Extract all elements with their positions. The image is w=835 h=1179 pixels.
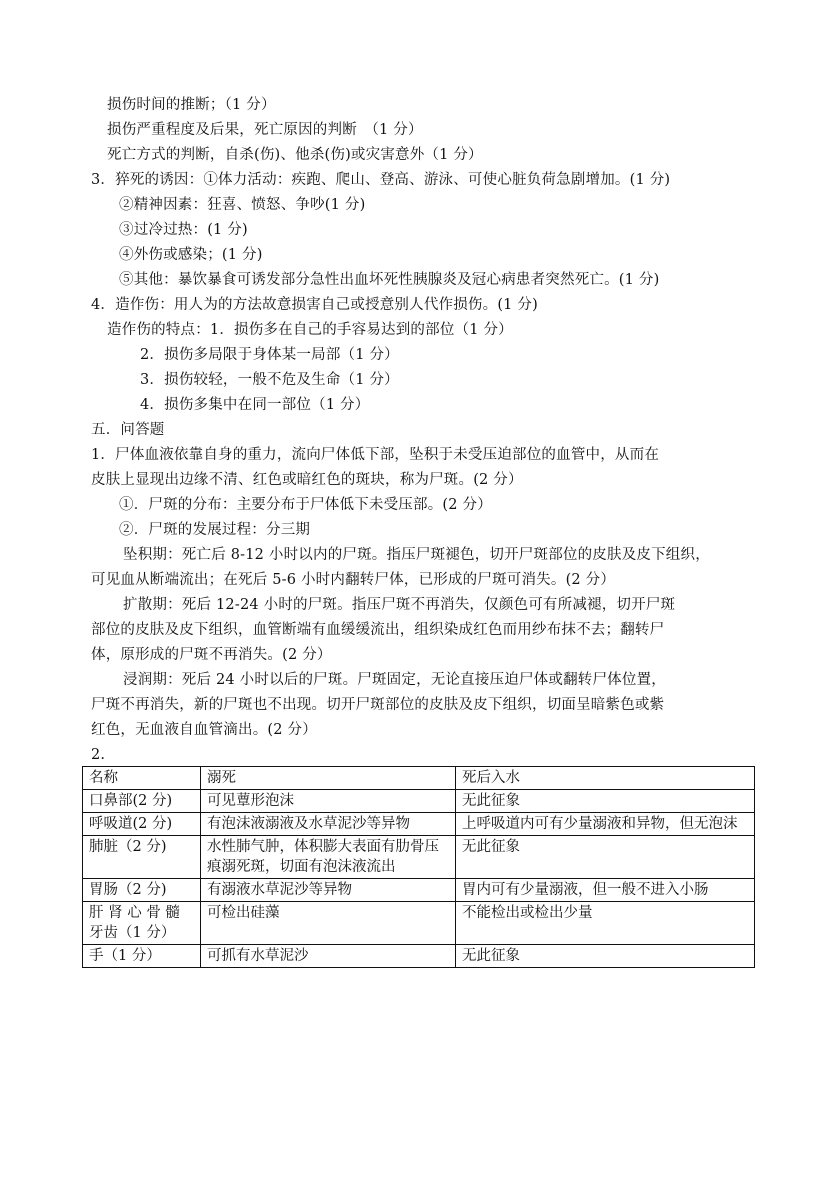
text-line: 损伤严重程度及后果，死亡原因的判断 （1 分） <box>107 122 423 138</box>
table-row <box>83 879 755 902</box>
text-line: ③过冷过热：(1 分) <box>119 222 248 238</box>
table-header-cell: 溺死 <box>201 767 456 790</box>
table-cell: 呼吸道(2 分) <box>83 813 201 836</box>
table-cell: 水性肺气肿，体积膨大表面有肋骨压痕溺死斑，切面有泡沫液流出 <box>201 836 456 879</box>
text-line: 死亡方式的判断，自杀(伤)、他杀(伤)或灾害意外（1 分） <box>107 147 483 163</box>
table-cell: 肝 肾 心 骨 髓牙齿（1 分） <box>83 902 201 945</box>
text-line: 皮肤上显现出边缘不清、红色或暗红色的斑块，称为尸斑。(2 分） <box>91 472 523 488</box>
table-row <box>83 836 755 879</box>
text-line: ②．尸斑的发展过程：分三期 <box>119 522 311 538</box>
text-line: 体，原形成的尸斑不再消失。(2 分） <box>91 647 332 663</box>
table-header-cell: 名称 <box>83 767 201 790</box>
table-cell: 有溺液水草泥沙等异物 <box>201 879 456 902</box>
table-cell: 可检出硅藻 <box>201 902 456 945</box>
text-line: ①．尸斑的分布：主要分布于尸体低下未受压部。(2 分） <box>119 497 492 513</box>
table-cell: 胃肠（2 分) <box>83 879 201 902</box>
table-cell: 可抓有水草泥沙 <box>201 945 456 968</box>
table-cell: 口鼻部(2 分) <box>83 790 201 813</box>
text-line: 3．损伤较轻，一般不危及生命（1 分） <box>140 372 399 388</box>
table-row <box>83 790 755 813</box>
table-row <box>83 813 755 836</box>
table-row <box>83 945 755 968</box>
table-header-row <box>83 767 755 790</box>
table-row <box>83 902 755 945</box>
section-heading: 五．问答题 <box>91 422 165 438</box>
text-line: 坠积期：死亡后 8-12 小时以内的尸斑。指压尸斑褪色，切开尸斑部位的皮肤及皮下组织， <box>123 547 710 563</box>
comparison-table <box>82 766 755 968</box>
text-line: 造作伤的特点：1．损伤多在自己的手容易达到的部位（1 分） <box>107 322 513 338</box>
text-line: 浸润期：死后 24 小时以后的尸斑。尸斑固定，无论直接压迫尸体或翻转尸体位置， <box>123 672 666 688</box>
table-cell: 胃内可有少量溺液，但一般不进入小肠 <box>456 879 755 902</box>
table-cell: 无此征象 <box>456 836 755 879</box>
text-line: 2. <box>91 747 106 763</box>
table-cell: 手（1 分） <box>83 945 201 968</box>
text-line: 可见血从断端流出；在死后 5-6 小时内翻转尸体，已形成的尸斑可消失。(2 分） <box>91 572 616 588</box>
text-line: 4．损伤多集中在同一部位（1 分） <box>140 397 370 413</box>
text-line: 部位的皮肤及皮下组织，血管断端有血缓缓流出，组织染成红色而用纱布抹不去；翻转尸 <box>91 622 665 638</box>
text-line: 3．猝死的诱因：①体力活动：疾跑、爬山、登高、游泳、可使心脏负荷急剧增加。(1 分) <box>91 172 671 188</box>
table-cell: 有泡沫液溺液及水草泥沙等异物 <box>201 813 456 836</box>
table-cell: 不能检出或检出少量 <box>456 902 755 945</box>
text-line: ④外伤或感染；(1 分) <box>119 247 263 263</box>
table-cell: 上呼吸道内可有少量溺液和异物，但无泡沫 <box>456 813 755 836</box>
text-line: 损伤时间的推断；（1 分） <box>107 97 276 113</box>
table-header-cell: 死后入水 <box>456 767 755 790</box>
text-line: 4．造作伤：用人为的方法故意损害自己或授意别人代作损伤。(1 分) <box>91 297 538 313</box>
table-cell: 肺脏（2 分) <box>83 836 201 879</box>
table-cell: 无此征象 <box>456 790 755 813</box>
text-line: 扩散期：死后 12-24 小时的尸斑。指压尸斑不再消失，仅颜色可有所减褪，切开尸斑 <box>123 597 676 613</box>
table-cell: 无此征象 <box>456 945 755 968</box>
text-line: 1．尸体血液依靠自身的重力，流向尸体低下部，坠积于未受压迫部位的血管中，从而在 <box>91 447 660 463</box>
text-line: 红色，无血液自血管滴出。(2 分） <box>91 722 317 738</box>
text-line: 尸斑不再消失，新的尸斑也不出现。切开尸斑部位的皮肤及皮下组织，切面呈暗紫色或紫 <box>91 697 665 713</box>
text-line: 2．损伤多局限于身体某一局部（1 分） <box>140 347 399 363</box>
text-line: ⑤其他：暴饮暴食可诱发部分急性出血坏死性胰腺炎及冠心病患者突然死亡。(1 分) <box>119 272 660 288</box>
text-line: ②精神因素：狂喜、愤怒、争吵(1 分) <box>119 197 366 213</box>
table-cell: 可见蕈形泡沫 <box>201 790 456 813</box>
